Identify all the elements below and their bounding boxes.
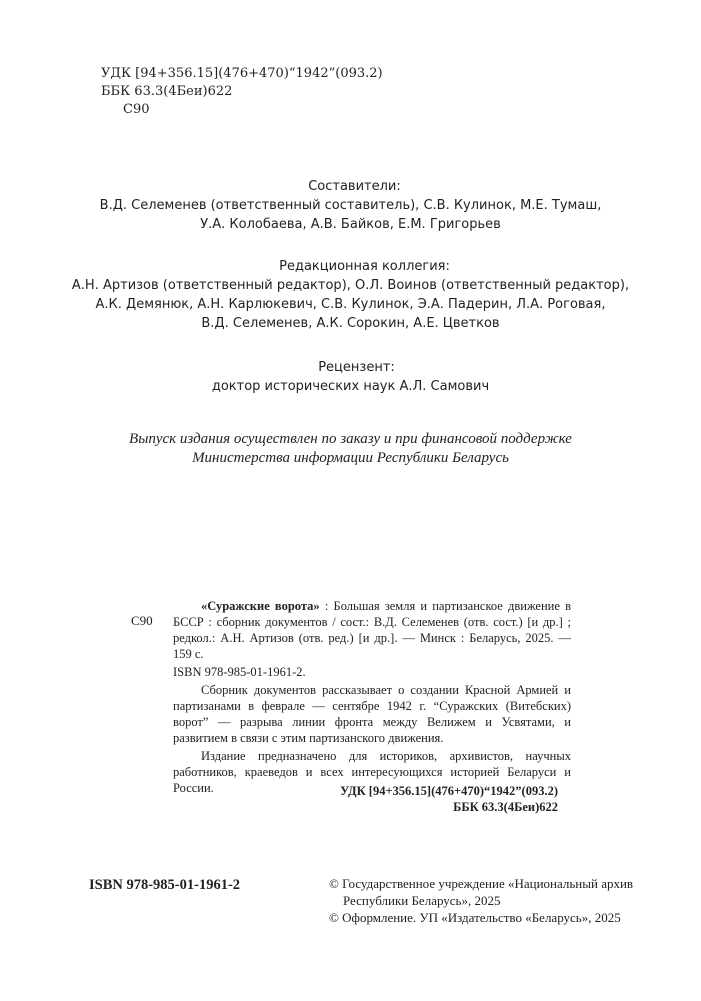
compilers-line: У.А. Колобаева, А.В. Байков, Е.М. Григорьев <box>200 217 501 232</box>
top-classification-codes <box>101 65 383 119</box>
catalog-isbn: ISBN 978-985-01-1961-2. <box>173 665 306 679</box>
reviewer-heading: Рецензент: <box>318 360 395 375</box>
reviewer-line: доктор исторических наук А.Л. Самович <box>211 379 490 394</box>
compilers-section <box>0 177 701 234</box>
copyright-line: © Государственное учреждение «Национальный архив <box>329 876 634 891</box>
copyright-block <box>329 875 633 926</box>
editorial-board-line: А.Н. Артизов (ответственный редактор), О.Л. Воинов (ответственный редактор), <box>71 278 630 293</box>
publisher-note-line: Выпуск издания осуществлен по заказу и при финансовой поддержке <box>129 431 572 447</box>
catalog-card <box>173 598 571 796</box>
editorial-board-line: В.Д. Селеменев, А.К. Сорокин, А.Е. Цветков <box>201 316 500 331</box>
reviewer-section <box>0 358 701 396</box>
catalog-audience: Издание предназначено для историков, архивистов, научных работников, краеведов и всех интересующихся историей Беларуси и России. <box>173 749 571 795</box>
publisher-note-line: Министерства информации Республики Беларусь <box>192 450 509 466</box>
copyright-line: © Оформление. УП «Издательство «Беларусь», 2025 <box>329 910 621 925</box>
editorial-board-section <box>0 257 701 333</box>
bbk-code: ББК 63.3(4Беи)622 <box>101 84 233 99</box>
isbn-number: ISBN 978-985-01-1961-2 <box>89 877 241 893</box>
udk-code: УДК [94+356.15](476+470)“1942”(093.2) <box>101 66 383 81</box>
catalog-bbk: ББК 63.3(4Беи)622 <box>453 800 558 814</box>
editorial-board-heading: Редакционная коллегия: <box>279 259 450 274</box>
catalog-classification-codes <box>250 783 558 815</box>
copyright-line: Республики Беларусь», 2025 <box>343 893 501 908</box>
catalog-abstract: Сборник документов рассказывает о создании Красной Армией и партизанами в феврале — сентябре 1942 г. “Суражских (Витебских) ворот” — разрыва линии фронта между Велижем и Усвятами, и развитием в связи с этим партизанского движения. <box>173 683 571 745</box>
catalog-author-sign: С90 <box>131 613 153 628</box>
catalog-udk: УДК [94+356.15](476+470)“1942”(093.2) <box>340 784 558 798</box>
author-sign: С90 <box>123 102 150 117</box>
editorial-board-line: А.К. Демянюк, А.Н. Карлюкевич, С.В. Кулинок, Э.А. Падерин, Л.А. Роговая, <box>95 297 606 312</box>
book-title: «Суражские ворота» <box>201 599 320 613</box>
compilers-line: В.Д. Селеменев (ответственный составитель), С.В. Кулинок, М.Е. Тумаш, <box>99 198 602 213</box>
catalog-entry <box>173 598 571 662</box>
book-description: : Большая земля и партизанское движение в БССР : сборник документов / сост.: В.Д. Селеменев (отв. сост.) [и др.] ; редкол.: А.Н. Артизов (отв. ред.) [и др.]. — Минск : Беларусь, 2025. — 159 с. <box>173 599 571 661</box>
compilers-heading: Составители: <box>308 179 401 194</box>
publisher-note <box>0 430 701 468</box>
